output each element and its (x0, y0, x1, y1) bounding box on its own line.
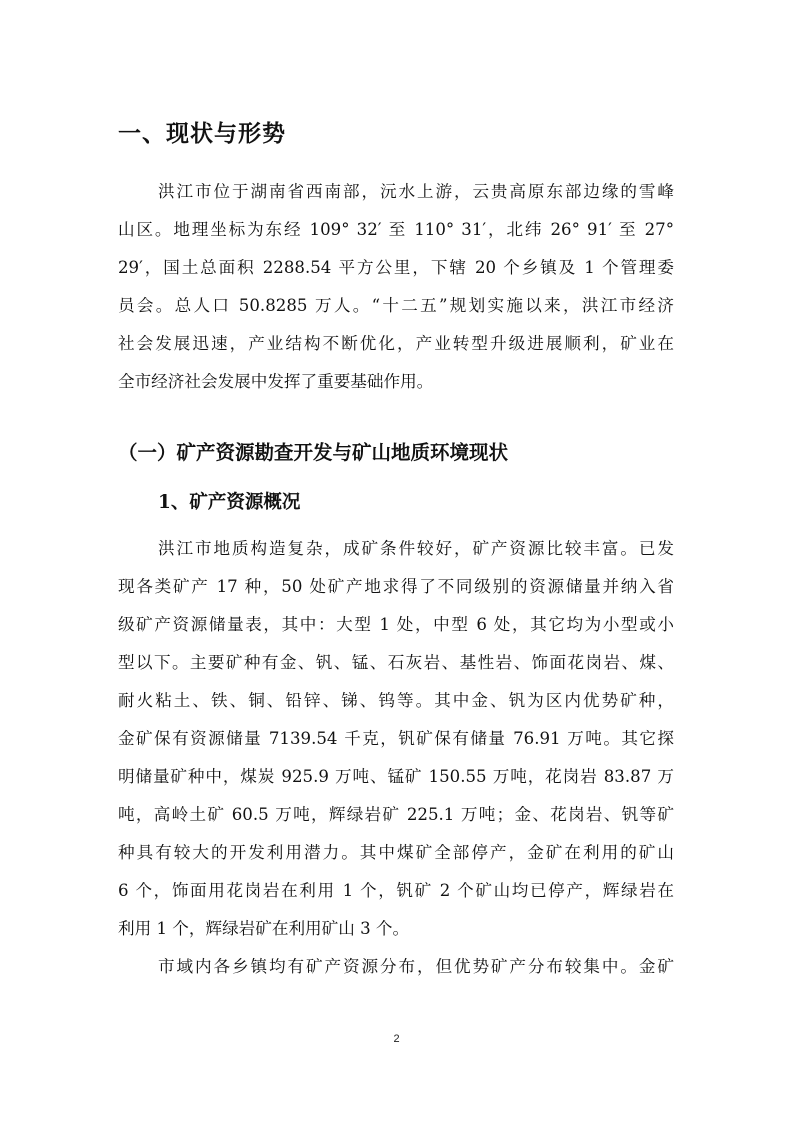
sub-subsection-heading: 1、矿产资源概况 (158, 492, 301, 513)
paragraph-line: 级矿产资源储量表，其中：大型 1 处，中型 6 处，其它均为小型或小 (118, 615, 674, 634)
page-number: 2 (393, 1033, 400, 1045)
paragraph-line: 市域内各乡镇均有矿产资源分布，但优势矿产分布较集中。金矿 (158, 957, 674, 976)
paragraph-line: 耐火粘土、铁、铜、铅锌、锑、钨等。其中金、钒为区内优势矿种， (118, 691, 674, 710)
paragraph-line: 明储量矿种中，煤炭 925.9 万吨、锰矿 150.55 万吨，花岗岩 83.87 万 (118, 767, 674, 786)
paragraph-line: 利用 1 个，辉绿岩矿在利用矿山 3 个。 (118, 919, 410, 938)
section-heading: 一、现状与形势 (118, 120, 286, 147)
paragraph-line: 员会。总人口 50.8285 万人。“十二五”规划实施以来，洪江市经济 (118, 296, 674, 315)
paragraph-line: 山区。地理坐标为东经 109° 32′ 至 110° 31′，北纬 26° 91′ 至 27° (118, 220, 674, 239)
subsection-heading: （一）矿产资源勘查开发与矿山地质环境现状 (118, 441, 509, 464)
paragraph-line: 现各类矿产 17 种，50 处矿产地求得了不同级别的资源储量并纳入省 (118, 577, 674, 596)
paragraph-line: 6 个，饰面用花岗岩在利用 1 个，钒矿 2 个矿山均已停产，辉绿岩在 (118, 881, 674, 900)
paragraph-line: 社会发展迅速，产业结构不断优化，产业转型升级进展顺利，矿业在 (118, 334, 674, 353)
paragraph-line: 洪江市位于湖南省西南部，沅水上游，云贵高原东部边缘的雪峰 (158, 182, 674, 201)
paragraph-line: 金矿保有资源储量 7139.54 千克，钒矿保有储量 76.91 万吨。其它探 (118, 729, 674, 748)
paragraph-line: 种具有较大的开发利用潜力。其中煤矿全部停产，金矿在利用的矿山 (118, 843, 674, 862)
paragraph-line: 吨，高岭土矿 60.5 万吨，辉绿岩矿 225.1 万吨；金、花岗岩、钒等矿 (118, 805, 674, 824)
paragraph-line: 29′，国土总面积 2288.54 平方公里，下辖 20 个乡镇及 1 个管理委 (118, 258, 674, 277)
paragraph-line: 洪江市地质构造复杂，成矿条件较好，矿产资源比较丰富。已发 (158, 539, 674, 558)
paragraph-line: 全市经济社会发展中发挥了重要基础作用。 (118, 372, 434, 391)
paragraph-line: 型以下。主要矿种有金、钒、锰、石灰岩、基性岩、饰面花岗岩、煤、 (118, 653, 674, 672)
